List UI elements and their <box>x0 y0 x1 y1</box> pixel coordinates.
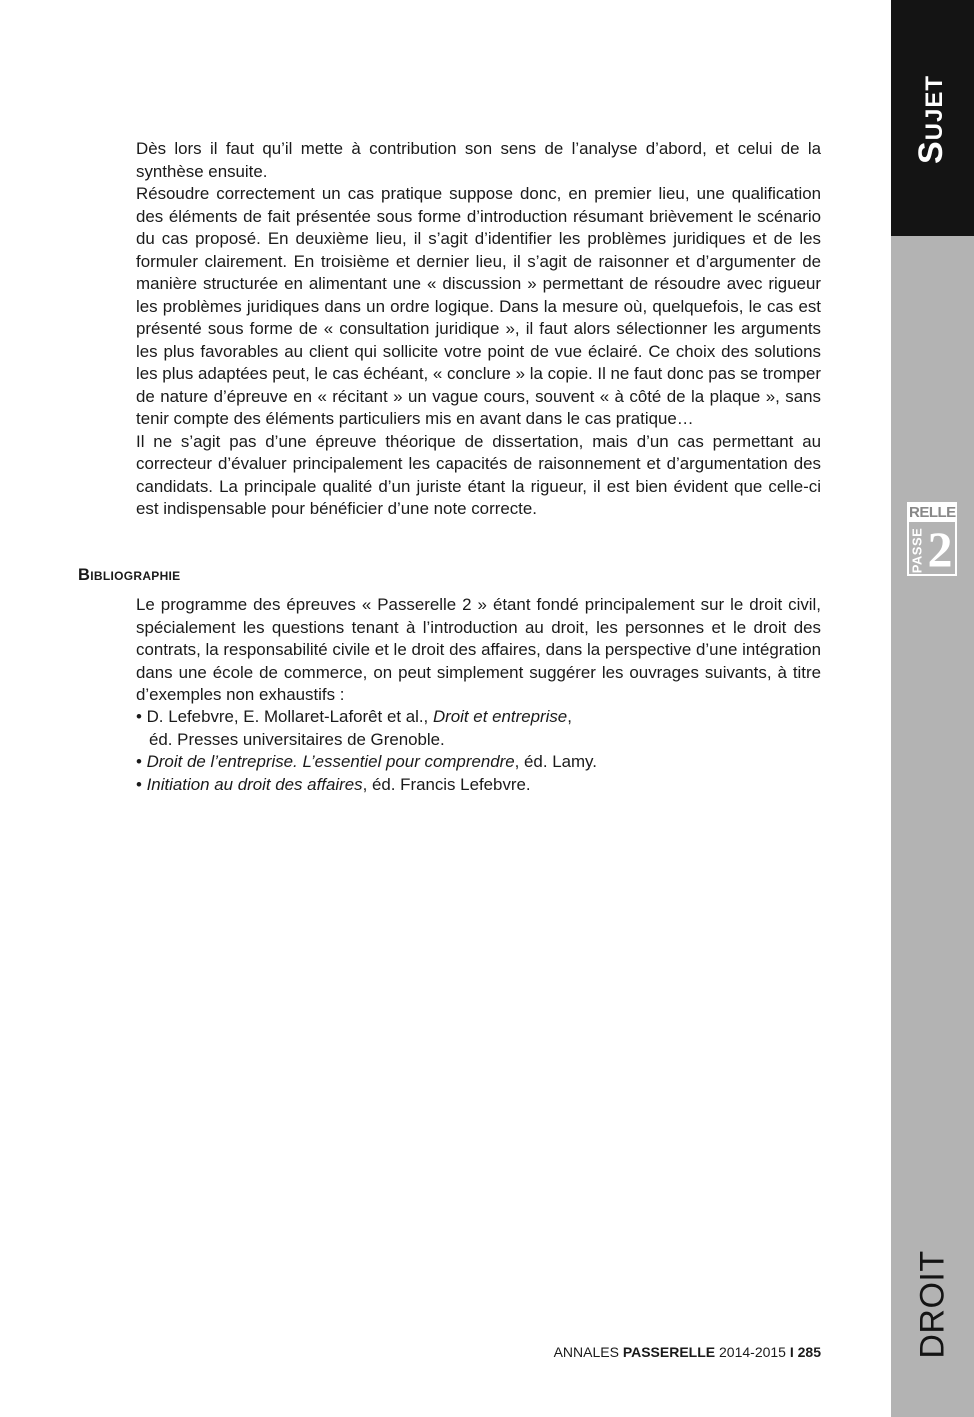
list-item <box>136 774 821 797</box>
intro-paragraph-1: Dès lors il faut qu’il mette à contribution son sens de l’analyse d’abord, et celui de la synthèse ensuite. <box>136 139 821 181</box>
bibliographie-intro <box>136 594 821 707</box>
book-suffix: , <box>567 707 572 726</box>
bullet: • <box>136 774 147 794</box>
list-item <box>136 706 821 751</box>
intro-paragraph-3: Il ne s’agit pas d’une épreuve théorique de dissertation, mais d’un cas permettant au correcteur d’évaluer principalement les capacités de raisonnement et d’argumentation des candidats. La principale qualité d’un juriste étant la rigueur, il est bien évident que celle-ci est indispensable pour bénéficier d’une note correcte. <box>136 431 821 518</box>
logo-passe-text: PASSE <box>909 527 925 573</box>
page-number: 285 <box>793 1344 821 1360</box>
footer-years: 2014-2015 <box>715 1344 790 1360</box>
book-suffix: , éd. Francis Lefebvre. <box>362 774 531 794</box>
footer-separator: I <box>789 1344 794 1360</box>
intro-paragraph-2: Résoudre correctement un cas pratique suppose donc, en premier lieu, une qualification des éléments de fait présentée sous forme d’introduction résumant brièvement le scénario du cas proposé. En deuxième lieu, il s’agit d’identifier les problèmes juridiques et de les formuler clairement. En troisième et dernier lieu, il s’agit de raisonner et d’argumenter de manière structurée en alimentant une « discussion » permettant de résoudre avec rigueur les problèmes juridiques dans un ordre logique. Dans la mesure où, quelquefois, le cas est présenté sous forme de « consultation juridique », il faut alors sélectionner les arguments les plus favorables au client qui sollicite votre point de vue éclairé. Ce choix des solutions les plus adaptées peut, le cas échéant, « conclure » la copie. Il ne faut donc pas se tromper de nature d’épreuve en « récitant » un vague cours, souvent « à côté de la plaque », sans tenir compte des éléments particuliers mis en avant dans le cas pratique… <box>136 184 821 428</box>
sujet-label: Sujet <box>912 74 951 164</box>
bibliographie-intro-text: Le programme des épreuves « Passerelle 2 » étant fondé principalement sur le droit civil, spécialement les questions tenant à l’introduction au droit, les personnes et le droit des contrats, la responsabilité civile et le droit des affaires, dans la perspective d’une intégration dans une école de commerce, on peut simplement suggérer les ouvrages suivants, à titre d’exemples non exhaustifs : <box>136 595 821 704</box>
book-title: Droit et entreprise <box>432 707 568 726</box>
book-publisher: éd. Presses universitaires de Grenoble. <box>149 729 445 749</box>
book-authors: D. Lefebvre, E. Mollaret-Laforêt et al., <box>146 707 433 726</box>
book-title: Droit de l’entreprise. L’essentiel pour comprendre <box>146 752 515 771</box>
bullet: • <box>136 752 147 771</box>
passerelle-2-logo <box>907 502 957 576</box>
bullet: • <box>136 707 147 726</box>
logo-number: 2 <box>927 521 953 577</box>
bibliographie-list <box>136 706 821 796</box>
list-item <box>136 751 821 774</box>
footer-annales: ANNALES <box>553 1344 623 1360</box>
book-suffix: , éd. Lamy. <box>514 752 597 771</box>
droit-section-label: DROIT <box>913 1249 952 1359</box>
page-footer <box>554 1344 821 1360</box>
sidebar-header-block <box>891 0 974 236</box>
logo-relle-text: RELLE <box>909 504 956 521</box>
book-title: Initiation au droit des affaires <box>146 774 363 794</box>
right-sidebar <box>891 0 974 1417</box>
footer-passerelle: PASSERELLE <box>622 1344 716 1360</box>
bibliographie-heading: Bibliographie <box>78 566 181 584</box>
intro-text <box>136 138 821 521</box>
